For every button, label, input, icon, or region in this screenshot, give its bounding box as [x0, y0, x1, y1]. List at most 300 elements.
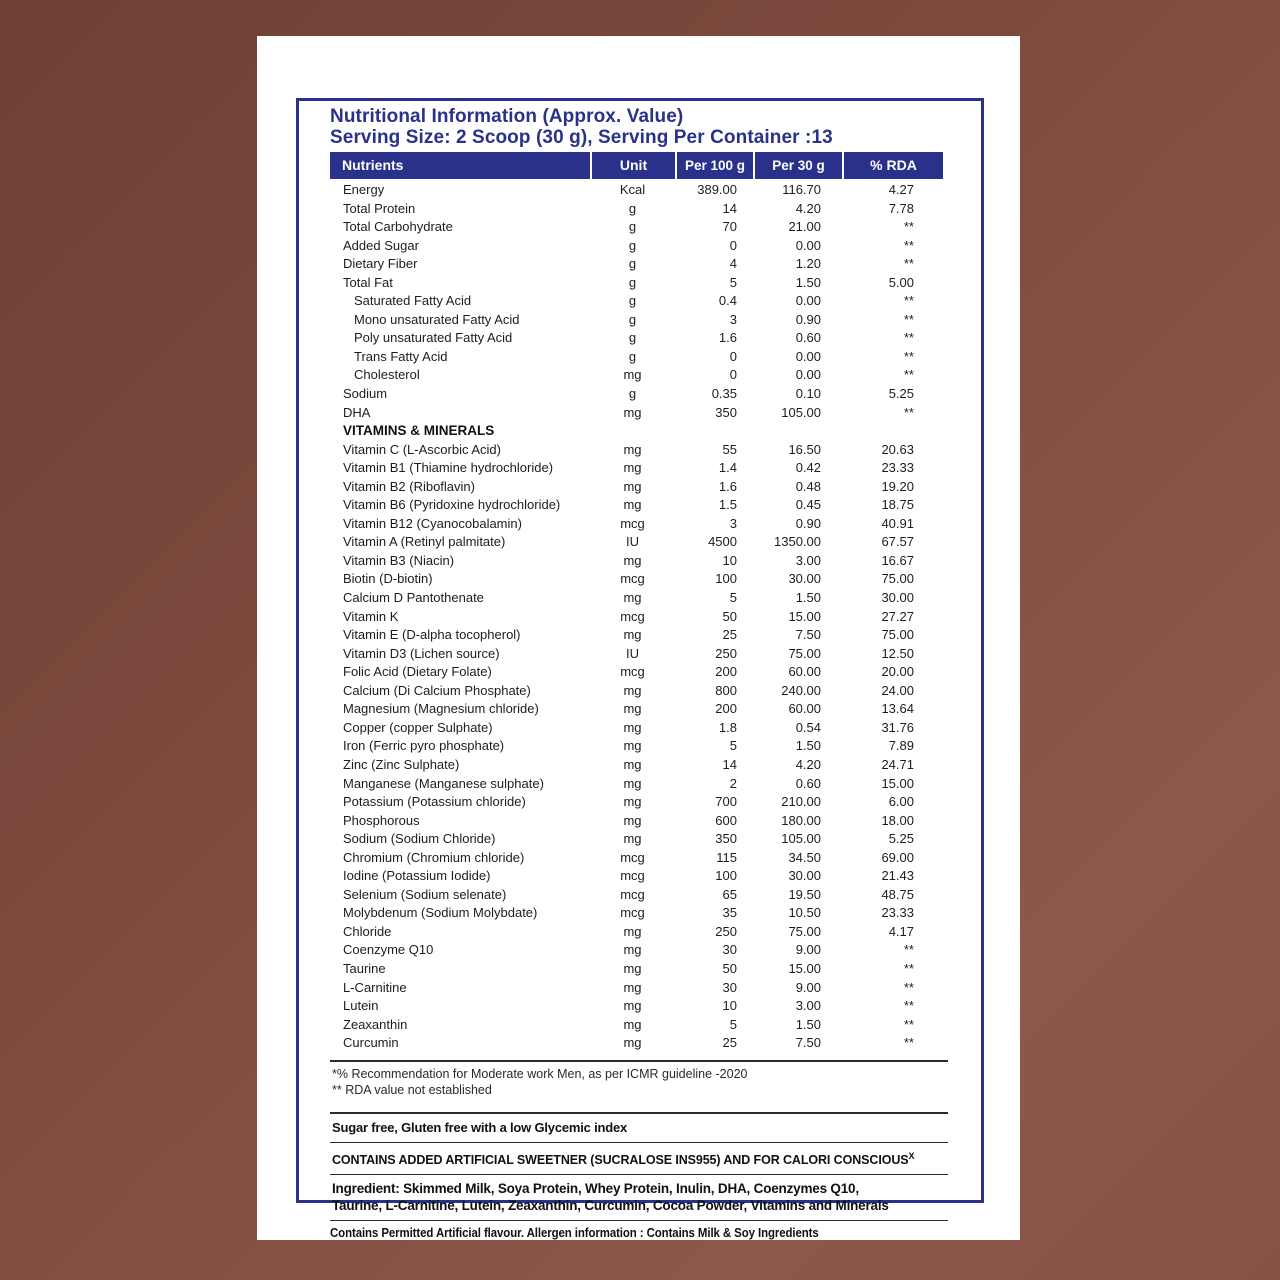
- table-row: [330, 867, 943, 886]
- table-row: [330, 311, 943, 330]
- nutrient-per-30g: 7.50: [795, 627, 821, 643]
- nutrient-name: Iron (Ferric pyro phosphate): [343, 738, 505, 754]
- nutrient-per-30g: 0.10: [795, 386, 821, 402]
- nutrient-rda: **: [903, 237, 914, 253]
- nutrient-per-100g: 700: [715, 794, 737, 810]
- nutrient-rda: **: [903, 219, 914, 235]
- table-row: [330, 589, 943, 608]
- nutrient-name: VITAMINS & MINERALS: [343, 423, 495, 439]
- table-row: [330, 478, 943, 497]
- nutrient-unit: mg: [623, 942, 642, 958]
- nutrient-unit: mg: [623, 812, 642, 828]
- table-row: [330, 255, 943, 274]
- nutrient-per-30g: 21.00: [788, 219, 821, 235]
- nutrient-rda: 18.75: [881, 497, 914, 513]
- nutrient-per-30g: 3.00: [795, 552, 821, 568]
- nutrient-rda: **: [903, 293, 914, 309]
- nutrient-rda: 23.33: [881, 460, 914, 476]
- nutrient-rda: 75.00: [881, 571, 914, 587]
- nutrient-per-30g: [753, 422, 842, 441]
- nutrient-rda: 15.00: [881, 775, 914, 791]
- nutrient-per-100g: 10: [722, 552, 737, 568]
- nutrient-name: Vitamin B1 (Thiamine hydrochloride): [343, 460, 554, 476]
- nutrition-title: Nutritional Information (Approx. Value): [330, 106, 684, 127]
- product-label-card: [257, 36, 1020, 1240]
- table-row: [330, 793, 943, 812]
- table-row: [330, 663, 943, 682]
- footnote-icmr: *% Recommendation for Moderate work Men, as per ICMR guideline -2020: [332, 1066, 748, 1081]
- nutrient-per-30g: 180.00: [781, 812, 821, 828]
- nutrient-per-30g: 0.90: [795, 515, 821, 531]
- nutrient-per-30g: 34.50: [788, 849, 821, 865]
- nutrient-name: Vitamin A (Retinyl palmitate): [343, 534, 506, 550]
- nutrient-unit: g: [628, 200, 637, 216]
- nutrient-name: Vitamin D3 (Lichen source): [343, 645, 500, 661]
- table-row: [330, 404, 943, 423]
- nutrient-rda: **: [903, 960, 914, 976]
- nutrient-unit: mcg: [620, 608, 645, 624]
- nutrient-unit: mg: [623, 590, 642, 606]
- nutrient-rda: **: [903, 1035, 914, 1051]
- nutrient-unit: [590, 422, 675, 441]
- nutrient-rda: 16.67: [881, 552, 914, 568]
- nutrient-per-30g: 0.54: [795, 719, 821, 735]
- nutrient-unit: mg: [623, 497, 642, 513]
- nutrient-unit: mcg: [620, 905, 645, 921]
- nutrient-per-100g: 35: [722, 905, 737, 921]
- nutrient-unit: mg: [623, 794, 642, 810]
- nutrient-unit: g: [628, 293, 637, 309]
- allergen-text: Contains Permitted Artificial flavour. Allergen information : Contains Milk & Soy Ingredients: [330, 1224, 819, 1240]
- nutrient-per-30g: 0.60: [795, 330, 821, 346]
- nutrient-per-100g: 250: [715, 645, 737, 661]
- table-row: [330, 533, 943, 552]
- nutrient-name: Molybdenum (Sodium Molybdate): [343, 905, 538, 921]
- nutrient-unit: mg: [623, 831, 642, 847]
- nutrient-unit: mg: [623, 960, 642, 976]
- nutrient-per-30g: 1.50: [795, 590, 821, 606]
- column-header-unit: Unit: [590, 152, 675, 179]
- nutrient-name: Trans Fatty Acid: [354, 348, 448, 364]
- nutrient-unit: g: [628, 219, 637, 235]
- nutrition-table: [330, 181, 943, 1053]
- nutrient-per-30g: 75.00: [788, 645, 821, 661]
- nutrient-per-100g: 389.00: [697, 182, 737, 197]
- nutrient-per-30g: 15.00: [788, 608, 821, 624]
- table-row: [330, 997, 943, 1016]
- nutrient-unit: mg: [623, 998, 642, 1014]
- nutrient-name: Saturated Fatty Acid: [354, 293, 472, 309]
- nutrient-rda: 48.75: [881, 886, 914, 902]
- table-row: [330, 441, 943, 460]
- nutrient-unit: g: [628, 386, 637, 402]
- nutrient-name: Total Protein: [343, 200, 416, 216]
- nutrient-name: Added Sugar: [343, 237, 419, 253]
- nutrient-rda: 24.71: [881, 756, 914, 772]
- nutrient-name: Total Carbohydrate: [343, 219, 453, 235]
- nutrient-rda: 40.91: [881, 515, 914, 531]
- nutrient-name: Calcium (Di Calcium Phosphate): [343, 682, 531, 698]
- nutrient-unit: Kcal: [619, 182, 646, 197]
- table-row: [330, 737, 943, 756]
- nutrient-rda: 13.64: [881, 701, 914, 717]
- nutrient-per-100g: 5: [729, 590, 737, 606]
- nutrient-rda: 7.78: [888, 200, 914, 216]
- nutrient-name: Mono unsaturated Fatty Acid: [354, 311, 520, 327]
- nutrient-per-100g: 1.6: [718, 478, 737, 494]
- table-row: [330, 1016, 943, 1035]
- nutrient-rda: **: [903, 348, 914, 364]
- nutrient-per-100g: 4500: [708, 534, 737, 550]
- nutrient-per-30g: 0.00: [795, 367, 821, 383]
- nutrient-name: L-Carnitine: [343, 979, 407, 995]
- nutrient-per-100g: 55: [722, 441, 737, 457]
- nutrient-unit: IU: [626, 645, 639, 661]
- nutrient-per-100g: 350: [715, 404, 737, 420]
- table-row: [330, 422, 943, 441]
- nutrient-unit: mg: [623, 738, 642, 754]
- nutrient-name: Sodium (Sodium Chloride): [343, 831, 496, 847]
- nutrient-name: Manganese (Manganese sulphate): [343, 775, 544, 791]
- nutrient-per-100g: 115: [716, 849, 737, 865]
- nutrient-per-100g: 0.4: [718, 293, 737, 309]
- nutrient-rda: 5.25: [888, 386, 914, 402]
- nutrient-per-100g: 65: [722, 886, 737, 902]
- nutrient-rda: 6.00: [888, 794, 914, 810]
- nutrient-name: Poly unsaturated Fatty Acid: [354, 330, 513, 346]
- nutrient-name: DHA: [343, 404, 371, 420]
- table-row: [330, 459, 943, 478]
- nutrient-unit: IU: [626, 534, 639, 550]
- nutrient-per-30g: 0.00: [795, 293, 821, 309]
- nutrient-per-100g: 200: [715, 701, 737, 717]
- nutrient-unit: g: [628, 330, 637, 346]
- table-row: [330, 552, 943, 571]
- nutrient-unit: mg: [623, 756, 642, 772]
- nutrient-per-30g: 10.50: [788, 905, 821, 921]
- nutrient-name: Sodium: [343, 386, 388, 402]
- nutrient-per-30g: 0.42: [795, 460, 821, 476]
- nutrient-per-30g: 1350.00: [774, 534, 821, 550]
- nutrient-unit: mg: [623, 627, 642, 643]
- nutrient-unit: mg: [623, 367, 642, 383]
- nutrient-per-100g: 70: [722, 219, 737, 235]
- nutrient-per-100g: 14: [722, 200, 737, 216]
- table-row: [330, 979, 943, 998]
- nutrient-per-100g: 30: [722, 979, 737, 995]
- nutrient-per-30g: 0.90: [795, 311, 821, 327]
- nutrient-per-100g: 0: [729, 348, 737, 364]
- nutrient-rda: 21.43: [881, 868, 914, 884]
- nutrient-name: Total Fat: [343, 274, 393, 290]
- nutrient-rda: 27.27: [881, 608, 914, 624]
- column-header-nutrients: Nutrients: [342, 157, 404, 173]
- nutrient-rda: 4.27: [888, 182, 914, 197]
- nutrient-per-30g: 3.00: [795, 998, 821, 1014]
- nutrient-unit: mcg: [620, 886, 645, 902]
- ingredients-text: Ingredient: Skimmed Milk, Soya Protein, Whey Protein, Inulin, DHA, Coenzymes Q10, Taurine, L-Carnitine, Lutein, Zeaxanthin, Curcumin, Cocoa Powder, Vitamins and Minerals: [332, 1180, 889, 1214]
- nutrient-per-100g: [675, 422, 753, 441]
- nutrient-rda: **: [903, 330, 914, 346]
- nutrient-rda: 75.00: [881, 627, 914, 643]
- nutrient-rda: [842, 422, 943, 441]
- table-row: [330, 941, 943, 960]
- nutrient-name: Vitamin B3 (Niacin): [343, 552, 455, 568]
- nutrient-rda: **: [903, 404, 914, 420]
- nutrient-rda: 7.89: [888, 738, 914, 754]
- nutrient-per-100g: 600: [715, 812, 737, 828]
- nutrient-name: Vitamin B2 (Riboflavin): [343, 478, 475, 494]
- nutrient-per-100g: 4: [729, 256, 737, 272]
- nutrient-per-30g: 75.00: [788, 923, 821, 939]
- table-row: [330, 181, 943, 200]
- nutrient-name: Calcium D Pantothenate: [343, 590, 484, 606]
- nutrient-per-100g: 5: [729, 1016, 737, 1032]
- nutrient-rda: 30.00: [881, 590, 914, 606]
- table-row: [330, 237, 943, 256]
- table-row: [330, 366, 943, 385]
- nutrient-per-100g: 0: [729, 367, 737, 383]
- table-row: [330, 756, 943, 775]
- nutrient-rda: **: [903, 942, 914, 958]
- nutrient-unit: mg: [623, 923, 642, 939]
- column-header-per-100g: Per 100 g: [675, 152, 753, 179]
- nutrient-per-100g: 2: [729, 775, 737, 791]
- nutrient-per-100g: 350: [715, 831, 737, 847]
- nutrient-unit: mcg: [620, 849, 645, 865]
- nutrient-name: Vitamin B12 (Cyanocobalamin): [343, 515, 522, 531]
- nutrient-unit: g: [628, 237, 637, 253]
- nutrient-unit: mg: [623, 979, 642, 995]
- footnote-rda: ** RDA value not established: [332, 1083, 492, 1098]
- nutrient-rda: 31.76: [881, 719, 914, 735]
- nutrient-per-100g: 1.8: [718, 719, 737, 735]
- nutrient-per-30g: 1.50: [795, 738, 821, 754]
- nutrient-per-30g: 116.70: [782, 182, 821, 197]
- nutrient-rda: 67.57: [881, 534, 914, 550]
- nutrient-name: Selenium (Sodium selenate): [343, 886, 507, 902]
- nutrient-name: Chromium (Chromium chloride): [343, 849, 525, 865]
- nutrient-rda: **: [903, 979, 914, 995]
- nutrient-per-100g: 30: [722, 942, 737, 958]
- nutrient-name: Zinc (Zinc Sulphate): [343, 756, 460, 772]
- nutrient-rda: 20.63: [881, 441, 914, 457]
- nutrient-per-30g: 9.00: [795, 942, 821, 958]
- nutrient-per-30g: 7.50: [795, 1035, 821, 1051]
- nutrient-rda: 20.00: [881, 664, 914, 680]
- nutrient-per-100g: 25: [722, 627, 737, 643]
- nutrient-rda: 5.00: [888, 274, 914, 290]
- nutrient-per-30g: 30.00: [788, 868, 821, 884]
- table-header: [330, 152, 943, 179]
- label-footer: [330, 1060, 948, 1240]
- table-row: [330, 904, 943, 923]
- nutrient-per-100g: 1.4: [718, 460, 737, 476]
- nutrient-per-30g: 15.00: [788, 960, 821, 976]
- nutrient-per-30g: 0.45: [795, 497, 821, 513]
- nutrient-rda: **: [903, 367, 914, 383]
- serving-info: Serving Size: 2 Scoop (30 g), Serving Per Container :13: [330, 127, 833, 148]
- nutrient-rda: **: [903, 311, 914, 327]
- nutrient-per-100g: 0: [729, 237, 737, 253]
- table-row: [330, 700, 943, 719]
- table-row: [330, 719, 943, 738]
- nutrient-per-100g: 100: [715, 571, 737, 587]
- nutrient-per-30g: 0.00: [795, 348, 821, 364]
- nutrient-name: Potassium (Potassium chloride): [343, 794, 526, 810]
- table-row: [330, 830, 943, 849]
- nutrient-name: Biotin (D-biotin): [343, 571, 433, 587]
- nutrient-rda: 5.25: [888, 831, 914, 847]
- nutrient-per-30g: 9.00: [795, 979, 821, 995]
- claim-artificial-sweetener: [330, 1143, 948, 1174]
- nutrient-name: Dietary Fiber: [343, 256, 418, 272]
- claim-sweetener-superscript: X: [908, 1150, 915, 1161]
- claim-sugar-free: Sugar free, Gluten free with a low Glycemic index: [332, 1119, 628, 1135]
- nutrient-per-100g: 14: [722, 756, 737, 772]
- nutrient-per-100g: 250: [715, 923, 737, 939]
- nutrient-name: Vitamin K: [343, 608, 399, 624]
- nutrient-name: Magnesium (Magnesium chloride): [343, 701, 539, 717]
- nutrient-per-30g: 60.00: [788, 701, 821, 717]
- nutrient-per-100g: 5: [729, 738, 737, 754]
- nutrient-per-30g: 30.00: [788, 571, 821, 587]
- table-row: [330, 274, 943, 293]
- nutrient-per-30g: 0.60: [795, 775, 821, 791]
- nutrient-per-30g: 16.50: [788, 441, 821, 457]
- table-row: [330, 292, 943, 311]
- nutrient-name: Taurine: [343, 960, 386, 976]
- nutrient-unit: mcg: [620, 868, 645, 884]
- nutrient-per-30g: 4.20: [795, 200, 821, 216]
- nutrient-name: Vitamin B6 (Pyridoxine hydrochloride): [343, 497, 561, 513]
- table-row: [330, 515, 943, 534]
- nutrition-info-panel: [296, 98, 984, 1240]
- nutrient-unit: mcg: [620, 571, 645, 587]
- nutrient-per-30g: 0.48: [795, 478, 821, 494]
- nutrient-per-30g: 1.50: [795, 274, 821, 290]
- column-header-per-30g: Per 30 g: [753, 152, 842, 179]
- table-row: [330, 496, 943, 515]
- nutrient-per-30g: 210.00: [781, 794, 821, 810]
- nutrient-per-100g: 10: [722, 998, 737, 1014]
- nutrient-name: Curcumin: [343, 1035, 399, 1051]
- nutrient-per-100g: 0.35: [711, 386, 737, 402]
- nutrient-per-30g: 105.00: [781, 404, 821, 420]
- table-row: [330, 608, 943, 627]
- table-row: [330, 923, 943, 942]
- nutrient-name: Energy: [343, 182, 385, 197]
- nutrient-rda: 23.33: [881, 905, 914, 921]
- nutrient-unit: mg: [623, 1016, 642, 1032]
- column-header-rda: % RDA: [842, 152, 943, 179]
- nutrient-per-100g: 3: [729, 515, 737, 531]
- nutrient-rda: **: [903, 1016, 914, 1032]
- nutrient-per-100g: 1.5: [718, 497, 737, 513]
- nutrient-name: Vitamin E (D-alpha tocopherol): [343, 627, 521, 643]
- nutrient-unit: mg: [623, 701, 642, 717]
- table-row: [330, 960, 943, 979]
- nutrient-unit: mg: [623, 441, 642, 457]
- nutrient-per-100g: 50: [722, 960, 737, 976]
- nutrient-unit: g: [628, 274, 637, 290]
- nutrient-per-100g: 25: [722, 1035, 737, 1051]
- table-row: [330, 775, 943, 794]
- nutrient-per-30g: 240.00: [781, 682, 821, 698]
- nutrient-rda: 69.00: [881, 849, 914, 865]
- nutrient-name: Iodine (Potassium Iodide): [343, 868, 491, 884]
- nutrient-rda: 19.20: [881, 478, 914, 494]
- nutrient-per-30g: 4.20: [795, 756, 821, 772]
- nutrient-per-30g: 19.50: [788, 886, 821, 902]
- nutrient-rda: **: [903, 256, 914, 272]
- nutrient-unit: mg: [623, 460, 642, 476]
- table-row: [330, 218, 943, 237]
- table-row: [330, 200, 943, 219]
- nutrient-name: Zeaxanthin: [343, 1016, 408, 1032]
- nutrient-per-30g: 60.00: [788, 664, 821, 680]
- nutrient-per-30g: 105.00: [781, 831, 821, 847]
- table-row: [330, 570, 943, 589]
- table-row: [330, 1034, 943, 1053]
- table-row: [330, 626, 943, 645]
- nutrient-rda: **: [903, 998, 914, 1014]
- table-row: [330, 329, 943, 348]
- table-row: [330, 645, 943, 664]
- nutrient-unit: mg: [623, 1035, 642, 1051]
- claim-sweetener-text: CONTAINS ADDED ARTIFICIAL SWEETNER (SUCRALOSE INS955) AND FOR CALORI CONSCIOUS: [332, 1152, 909, 1167]
- nutrient-per-30g: 0.00: [795, 237, 821, 253]
- nutrient-per-100g: 200: [715, 664, 737, 680]
- nutrient-name: Chloride: [343, 923, 392, 939]
- table-row: [330, 849, 943, 868]
- nutrient-name: Folic Acid (Dietary Folate): [343, 664, 492, 680]
- nutrient-name: Coenzyme Q10: [343, 942, 434, 958]
- table-row: [330, 812, 943, 831]
- nutrient-unit: mg: [623, 478, 642, 494]
- nutrient-unit: mg: [623, 775, 642, 791]
- nutrient-name: Copper (copper Sulphate): [343, 719, 493, 735]
- table-row: [330, 886, 943, 905]
- nutrient-unit: g: [628, 348, 637, 364]
- nutrient-name: Vitamin C (L-Ascorbic Acid): [343, 441, 501, 457]
- nutrient-unit: mg: [623, 719, 642, 735]
- nutrient-unit: mg: [623, 552, 642, 568]
- nutrient-per-100g: 1.6: [718, 330, 737, 346]
- nutrient-unit: mcg: [620, 664, 645, 680]
- nutrient-rda: 4.17: [888, 923, 914, 939]
- nutrient-unit: g: [628, 256, 637, 272]
- footnotes: [330, 1062, 948, 1105]
- nutrient-per-100g: 100: [715, 868, 737, 884]
- nutrient-rda: 24.00: [881, 682, 914, 698]
- nutrient-per-100g: 5: [729, 274, 737, 290]
- table-row: [330, 385, 943, 404]
- nutrient-name: Cholesterol: [354, 367, 420, 383]
- nutrient-rda: 12.50: [881, 645, 914, 661]
- nutrient-per-100g: 800: [715, 682, 737, 698]
- nutrient-rda: 18.00: [881, 812, 914, 828]
- table-row: [330, 682, 943, 701]
- nutrient-unit: mg: [623, 682, 642, 698]
- table-row: [330, 348, 943, 367]
- nutrient-unit: mg: [623, 404, 642, 420]
- nutrient-unit: mcg: [620, 515, 645, 531]
- nutrient-per-30g: 1.20: [795, 256, 821, 272]
- nutrient-per-100g: 3: [729, 311, 737, 327]
- nutrient-per-30g: 1.50: [795, 1016, 821, 1032]
- nutrient-per-100g: 50: [722, 608, 737, 624]
